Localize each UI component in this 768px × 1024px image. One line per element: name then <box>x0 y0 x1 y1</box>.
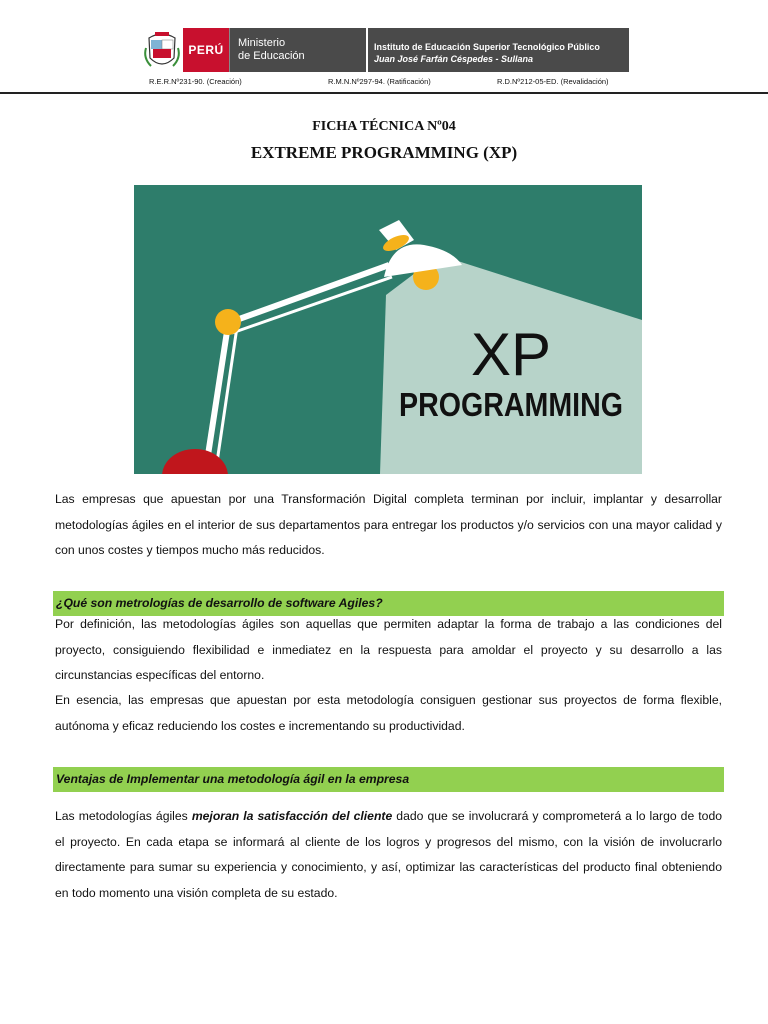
section1-paragraph2: En esencia, las empresas que apuestan por esta metodología consiguen gestionar sus proyectos de forma flexible, autónoma y eficaz reduciendo los costes e incrementando su productividad. <box>55 693 722 733</box>
coat-of-arms-icon <box>141 28 183 72</box>
section1-paragraph1: Por definición, las metodologías ágiles son aquellas que permiten adaptar la forma de trabajo a las condiciones del proyecto, consiguiendo flexibilidad e inmediatez en la respuesta para amoldar el proyecto y su desarrollo a las circunstancias específicas del entorno. <box>55 617 722 682</box>
institute-line1: Instituto de Educación Superior Tecnológico Público <box>374 42 600 52</box>
section2-heading: Ventajas de Implementar una metodología ágil en la empresa <box>53 767 724 792</box>
section2-text-bold: mejoran la satisfacción del cliente <box>191 809 393 823</box>
ministry-label <box>229 28 366 72</box>
ministry-line1: Ministerio <box>238 37 286 49</box>
section2-text-start: Las metodologías ágiles <box>55 809 192 823</box>
section2-paragraph <box>55 804 722 906</box>
resolution-creation: R.E.R.Nº231-90. (Creación) <box>149 77 242 86</box>
page-title: EXTREME PROGRAMMING (XP) <box>250 143 518 162</box>
resolution-revalidation: R.D.Nº212-05-ED. (Revalidación) <box>497 77 609 86</box>
section1-heading: ¿Qué son metrologías de desarrollo de software Agiles? <box>53 591 724 616</box>
sheet-number-title: FICHA TÉCNICA Nº04 <box>312 119 456 134</box>
intro-paragraph: Las empresas que apuestan por una Transformación Digital completa terminan por incluir, implantar y desarrollar metodologías ágiles en el interior de sus departamentos para entregar los productos y/o servicios con una mayor calidad y con unos costes y tiempos mucho más reducidos. <box>55 492 722 557</box>
institute-line2: Juan José Farfán Céspedes - Sullana <box>374 54 534 64</box>
header-banner <box>141 28 629 72</box>
ministry-line2: de Educación <box>238 50 305 62</box>
section2-text-end: dado que se involucrará y comprometerá a lo largo de todo el proyecto. En cada etapa se informará al cliente de los logros y progresos del mismo, con la visión de involucrarlo directamente para sumar su experiencia y conocimiento, y así, optimizar las características del producto final obteniendo en todo momento una visión completa de su estado. <box>55 809 722 900</box>
hero-image <box>134 185 642 474</box>
lamp-joint <box>215 309 241 335</box>
resolution-ratification: R.M.N.Nº297-94. (Ratificación) <box>328 77 431 86</box>
hero-programming-text: PROGRAMMING <box>399 386 623 423</box>
country-label: PERÚ <box>183 28 229 72</box>
hero-xp-text: XP <box>470 321 552 388</box>
header-divider <box>0 92 768 94</box>
institute-label <box>368 28 629 72</box>
